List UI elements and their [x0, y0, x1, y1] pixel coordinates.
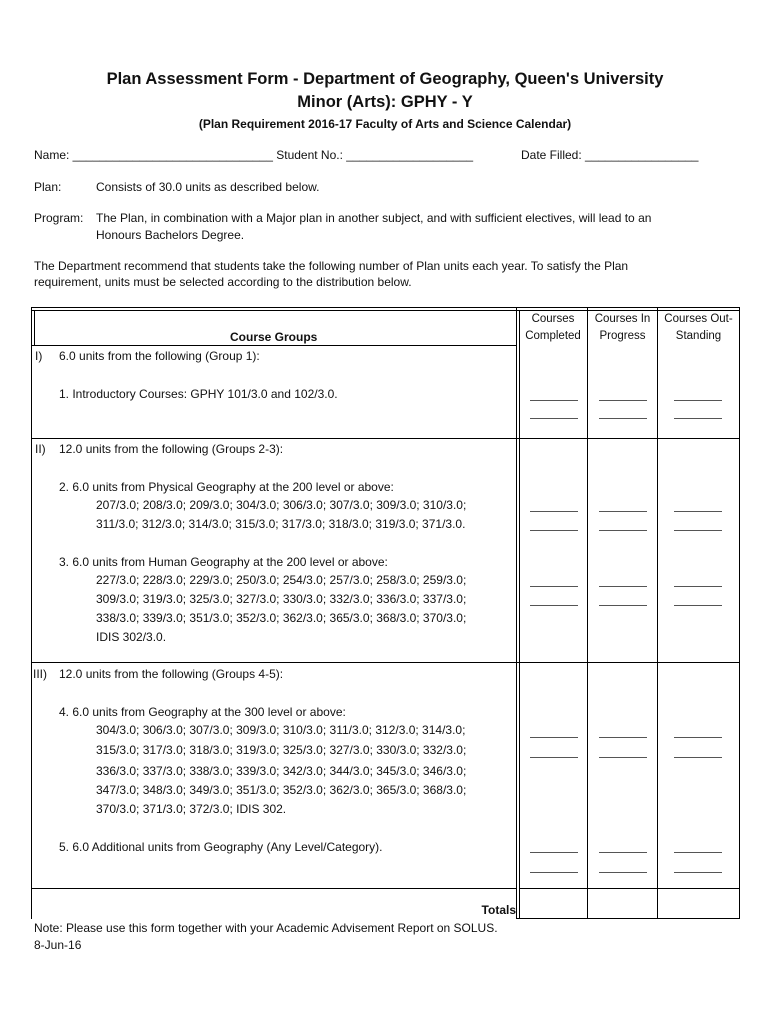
course-item: 1. Introductory Courses: GPHY 101/3.0 and 102/3.0. — [59, 387, 338, 401]
blank-in-progress[interactable] — [599, 511, 647, 512]
blank-completed[interactable] — [530, 400, 578, 401]
blank-completed[interactable] — [530, 530, 578, 531]
blank-completed[interactable] — [530, 737, 578, 738]
blank-in-progress[interactable] — [599, 400, 647, 401]
plan-requirement-note: (Plan Requirement 2016-17 Faculty of Arts and Science Calendar) — [198, 117, 572, 131]
recommendation-text-2: requirement, units must be selected according to the distribution below. — [34, 275, 412, 289]
course-list-line: 315/3.0; 317/3.0; 318/3.0; 319/3.0; 325/3.0; 327/3.0; 330/3.0; 332/3.0; — [96, 743, 467, 757]
course-list-line: IDIS 302/3.0. — [96, 630, 167, 644]
group-number: III) — [33, 667, 47, 681]
course-list-line: 336/3.0; 337/3.0; 338/3.0; 339/3.0; 342/3.0; 344/3.0; 345/3.0; 346/3.0; — [96, 764, 467, 778]
blank-completed[interactable] — [530, 511, 578, 512]
plan-text: Consists of 30.0 units as described below. — [96, 180, 320, 194]
blank-outstanding[interactable] — [674, 605, 722, 606]
program-text-2: Honours Bachelors Degree. — [96, 228, 245, 242]
courses-completed-header-line1: Courses — [531, 313, 575, 325]
group-number: II) — [35, 442, 46, 456]
program-text-1: The Plan, in combination with a Major plan in another subject, and with sufficient electives, will lead to an — [96, 211, 652, 225]
blank-outstanding[interactable] — [674, 757, 722, 758]
blank-in-progress[interactable] — [599, 737, 647, 738]
course-list-line: 227/3.0; 228/3.0; 229/3.0; 250/3.0; 254/3.0; 257/3.0; 258/3.0; 259/3.0; — [96, 573, 467, 587]
blank-completed[interactable] — [530, 418, 578, 419]
blank-completed[interactable] — [530, 872, 578, 873]
form-title: Plan Assessment Form - Department of Geography, Queen's University — [106, 70, 664, 88]
blank-outstanding[interactable] — [674, 737, 722, 738]
course-list-line: 370/3.0; 371/3.0; 372/3.0; IDIS 302. — [96, 802, 287, 816]
blank-completed[interactable] — [530, 852, 578, 853]
courses-outstanding-header — [658, 311, 739, 345]
footer-date: 8-Jun-16 — [34, 938, 82, 952]
course-item: 2. 6.0 units from Physical Geography at the 200 level or above: — [59, 480, 394, 494]
course-item: 4. 6.0 units from Geography at the 300 level or above: — [59, 705, 346, 719]
course-list-line: 309/3.0; 319/3.0; 325/3.0; 327/3.0; 330/3.0; 332/3.0; 336/3.0; 337/3.0; — [96, 592, 467, 606]
group-number: I) — [35, 349, 43, 363]
group-title: 6.0 units from the following (Group 1): — [59, 349, 260, 363]
courses-completed-header — [519, 311, 587, 345]
courses-outstanding-header-line2: Standing — [675, 330, 722, 342]
courses-in-progress-header-line2: Progress — [599, 330, 646, 342]
footer-note: Note: Please use this form together with your Academic Advisement Report on SOLUS. — [34, 921, 498, 935]
blank-completed[interactable] — [530, 757, 578, 758]
course-list-line: 207/3.0; 208/3.0; 209/3.0; 304/3.0; 306/3.0; 307/3.0; 309/3.0; 310/3.0; — [96, 498, 467, 512]
course-list-line: 347/3.0; 348/3.0; 349/3.0; 351/3.0; 352/3.0; 362/3.0; 365/3.0; 368/3.0; — [96, 783, 467, 797]
blank-outstanding[interactable] — [674, 418, 722, 419]
blank-outstanding[interactable] — [674, 530, 722, 531]
blank-in-progress[interactable] — [599, 852, 647, 853]
courses-completed-header-line2: Completed — [525, 330, 581, 342]
course-item: 3. 6.0 units from Human Geography at the 200 level or above: — [59, 555, 388, 569]
blank-in-progress[interactable] — [599, 757, 647, 758]
blank-outstanding[interactable] — [674, 852, 722, 853]
blank-outstanding[interactable] — [674, 872, 722, 873]
blank-outstanding[interactable] — [674, 586, 722, 587]
blank-in-progress[interactable] — [599, 605, 647, 606]
blank-in-progress[interactable] — [599, 586, 647, 587]
blank-in-progress[interactable] — [599, 872, 647, 873]
blank-in-progress[interactable] — [599, 530, 647, 531]
form-subtitle-plan: Minor (Arts): GPHY - Y — [297, 93, 473, 111]
name-student-field[interactable]: Name: ______________________________ Student No.: ___________________ — [34, 148, 474, 162]
course-groups-header: Course Groups — [230, 330, 318, 344]
blank-completed[interactable] — [530, 605, 578, 606]
courses-outstanding-header-line1: Courses Out- — [664, 313, 733, 325]
course-item: 5. 6.0 Additional units from Geography (Any Level/Category). — [59, 840, 383, 854]
courses-in-progress-header-line1: Courses In — [594, 313, 651, 325]
program-label: Program: — [34, 211, 84, 225]
date-filled-field[interactable]: Date Filled: _________________ — [521, 148, 699, 162]
group-title: 12.0 units from the following (Groups 4-5): — [59, 667, 284, 681]
group-title: 12.0 units from the following (Groups 2-3): — [59, 442, 284, 456]
course-list-line: 311/3.0; 312/3.0; 314/3.0; 315/3.0; 317/3.0; 318/3.0; 319/3.0; 371/3.0. — [96, 517, 466, 531]
courses-in-progress-header — [588, 311, 657, 345]
course-list-line: 304/3.0; 306/3.0; 307/3.0; 309/3.0; 310/3.0; 311/3.0; 312/3.0; 314/3.0; — [96, 723, 466, 737]
plan-label: Plan: — [34, 180, 62, 194]
course-list-line: 338/3.0; 339/3.0; 351/3.0; 352/3.0; 362/3.0; 365/3.0; 368/3.0; 370/3.0; — [96, 611, 467, 625]
blank-completed[interactable] — [530, 586, 578, 587]
blank-outstanding[interactable] — [674, 511, 722, 512]
recommendation-text-1: The Department recommend that students take the following number of Plan units each year. To satisfy the Plan — [34, 259, 629, 273]
blank-outstanding[interactable] — [674, 400, 722, 401]
blank-in-progress[interactable] — [599, 418, 647, 419]
totals-label: Totals — [481, 903, 516, 917]
